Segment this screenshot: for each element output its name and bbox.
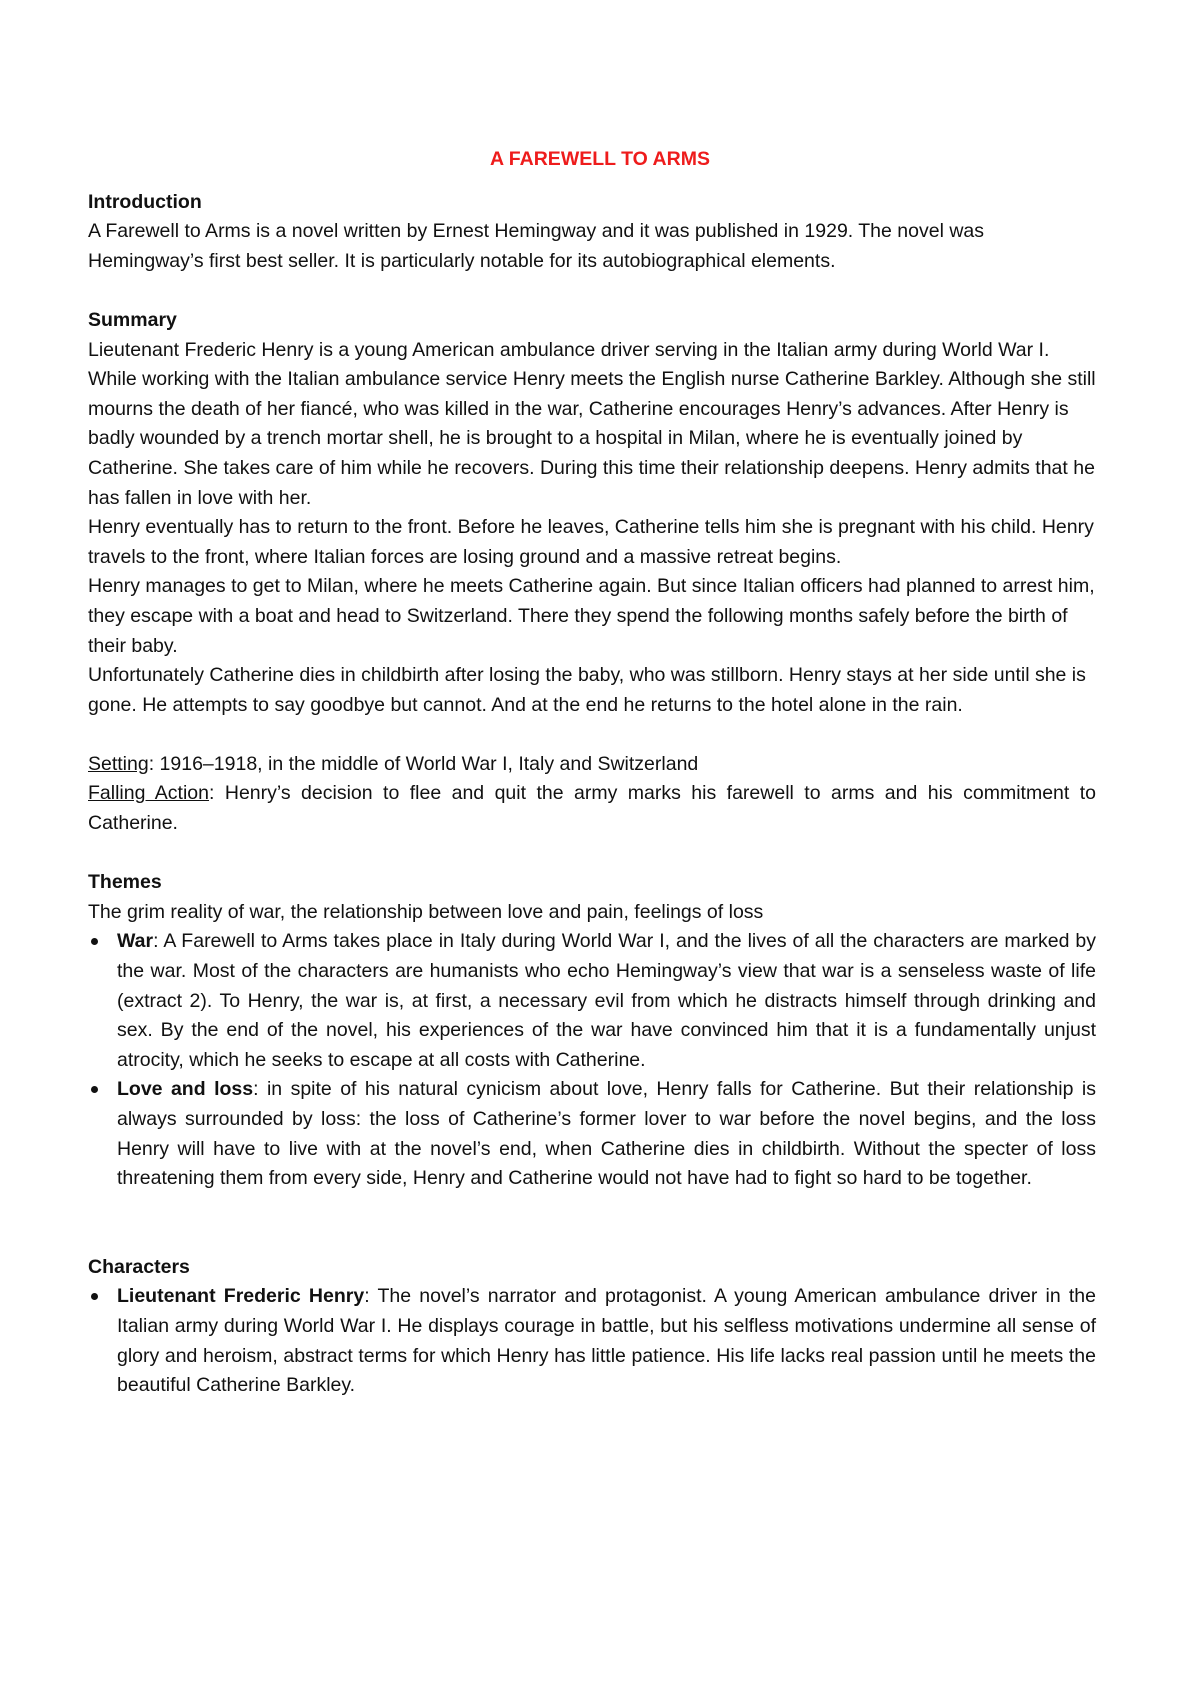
bullet-icon (91, 1293, 98, 1300)
document-title: A FAREWELL TO ARMS (490, 148, 710, 170)
setting-text: : 1916–1918, in the middle of World War I, Italy and Switzerland (148, 752, 699, 775)
themes-heading: Themes (88, 871, 162, 894)
bullet-icon (91, 938, 98, 945)
setting-line (88, 750, 1096, 780)
summary-heading: Summary (88, 308, 177, 331)
theme-term: War (117, 930, 154, 953)
spacer (88, 1194, 1096, 1253)
summary-paragraph: Henry eventually has to return to the front. Before he leaves, Catherine tells him she is pregnant with his child. Henry travels to the front, where Italian forces are losing ground and a massive retreat begins. (88, 516, 1094, 568)
list-item (88, 1282, 1096, 1400)
introduction-text: A Farewell to Arms is a novel written by Ernest Hemingway and it was published in 1929. The novel was Hemingway’s first best seller. It is particularly notable for its autobiographical elements. (88, 220, 985, 272)
character-name: Lieutenant Frederic Henry (117, 1285, 365, 1308)
falling-action-line (88, 779, 1096, 838)
themes-intro: The grim reality of war, the relationship between love and pain, feelings of loss (88, 900, 764, 923)
introduction-section (88, 188, 1096, 277)
themes-list (88, 927, 1096, 1193)
bullet-icon (91, 1086, 98, 1093)
falling-action-label: Falling Action (88, 782, 210, 805)
spacer (88, 276, 1096, 306)
summary-paragraph: While working with the Italian ambulance service Henry meets the English nurse Catherine Barkley. Although she still mourns the death of her fiancé, who was killed in the war, Catherine encourages Henry’s advances. After Henry is badly wounded by a trench mortar shell, he is brought to a hospital in Milan, where he is eventually joined by Catherine. She takes care of him while he recovers. During this time their relationship deepens. Henry admits that he has fallen in love with her. (88, 368, 1096, 509)
theme-term: Love and loss (117, 1078, 254, 1101)
theme-text: : in spite of his natural cynicism about love, Henry falls for Catherine. But their relationship is always surrounded by loss: the loss of Catherine’s former lover to war before the novel begins, and the loss Henry will have to live with at the novel’s end, when Catherine dies in childbirth. Without the specter of loss threatening them from every side, Henry and Catherine would not have had to fight so hard to be together. (117, 1078, 1096, 1190)
summary-section (88, 306, 1096, 720)
themes-section (88, 868, 1096, 1194)
character-description: : The novel’s narrator and protagonist. A young American ambulance driver in the Italian army during World War I. He displays courage in battle, but his selfless motivations undermine all sense of glory and heroism, abstract terms for which Henry has little patience. His life lacks real passion until he meets the beautiful Catherine Barkley. (117, 1285, 1096, 1397)
theme-text: : A Farewell to Arms takes place in Italy during World War I, and the lives of all the characters are marked by the war. Most of the characters are humanists who echo Hemingway’s view that war is a senseless waste of life (extract 2). To Henry, the war is, at first, a necessary evil from which he distracts himself through drinking and sex. By the end of the novel, his experiences of the war have convinced him that it is a fundamentally unjust atrocity, which he seeks to escape at all costs with Catherine. (117, 930, 1096, 1071)
characters-heading: Characters (88, 1255, 190, 1278)
spacer (88, 839, 1096, 869)
introduction-heading: Introduction (88, 190, 202, 213)
summary-paragraph: Henry manages to get to Milan, where he meets Catherine again. But since Italian officers had planned to arrest him, they escape with a boat and head to Switzerland. There they spend the following months safely before the birth of their baby. (88, 575, 1095, 657)
setting-label: Setting (88, 752, 149, 775)
list-item (88, 927, 1096, 1075)
falling-action-text: : Henry’s decision to flee and quit the army marks his farewell to arms and his commitment to Catherine. (88, 782, 1097, 835)
summary-paragraph: Unfortunately Catherine dies in childbirth after losing the baby, who was stillborn. Henry stays at her side until she is gone. He attempts to say goodbye but cannot. And at the end he returns to the hotel alone in the rain. (88, 664, 1086, 716)
characters-section (88, 1253, 1096, 1401)
spacer (88, 720, 1096, 750)
list-item (88, 1075, 1096, 1193)
characters-list (88, 1282, 1096, 1400)
summary-paragraph: Lieutenant Frederic Henry is a young American ambulance driver serving in the Italian army during World War I. (88, 338, 1050, 361)
